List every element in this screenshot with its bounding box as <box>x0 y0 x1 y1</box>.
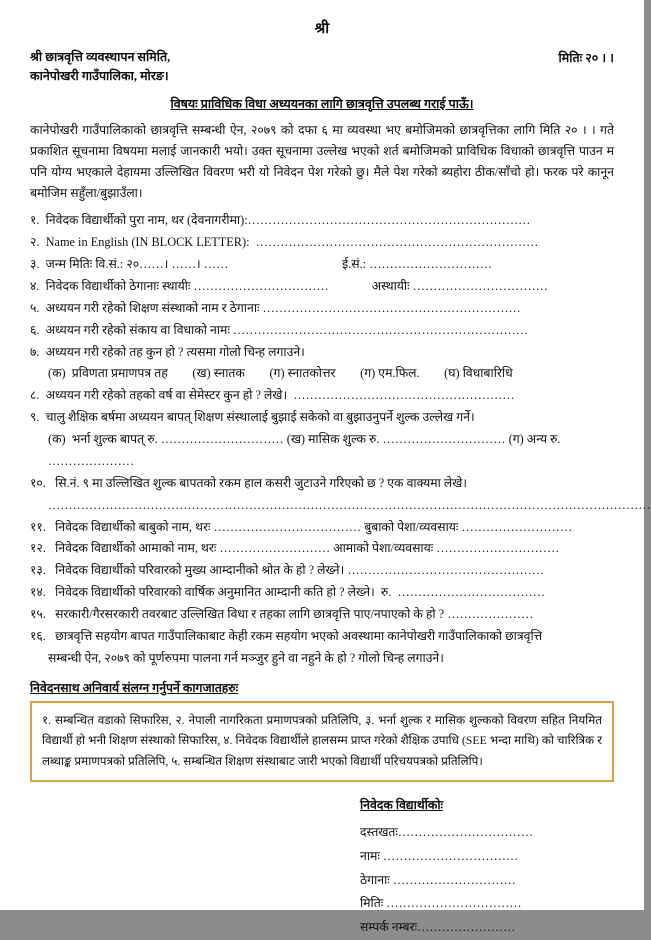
list-item[interactable]: ८. अध्ययन गरी रहेको तहको वर्ष वा सेमेस्टर कुन हो ? लेखे। ……………………………………………… <box>30 388 515 403</box>
list-item[interactable]: ६. अध्ययन गरी रहेको संकाय वा विधाको नामः ……………………………………………………………… <box>30 322 529 337</box>
list-item[interactable]: १२. निवेदक विद्यार्थीको आमाको नाम, थरः ……………………… आमाको पेशा/व्यवसायः ………………………… <box>30 541 560 556</box>
form-header <box>30 48 614 87</box>
signature-field[interactable]: दस्तखतः…………………………… <box>360 824 534 839</box>
list-item[interactable]: १. निवेदक विद्यार्थीको पुरा नाम, थर (देवनागरीमा):…………………………………………………………… <box>30 213 531 228</box>
addressee-line-2: कानेपोखरी गाउँपालिका, मोरङ। <box>30 69 169 84</box>
attachments-heading: निवेदनसाथ अनिवार्य संलग्न गर्नुपर्ने कागजातहरुः <box>30 680 239 695</box>
list-item[interactable]: १०. सि.नं. ९ मा उल्लिखित शुल्क बापतको रकम हाल कसरी जुटाउने गरिएको छ ? एक वाक्यमा लेखे। <box>30 475 467 490</box>
applicant-signature-block <box>360 794 614 940</box>
list-item-continuation: सम्बन्धी ऐन, २०७९ को पूर्णरुपमा पालना गर्न मञ्जुर हुने वा नहुने के हो ? गोलो चिन्ह लगाउने। <box>48 650 444 665</box>
attachments-box: १. सम्बन्धित वडाको सिफारिस, २. नेपाली नागरिकता प्रमाणपत्रको प्रतिलिपि, ३. भर्ना शुल्क र मासिक शुल्कको विवरण सहित नियमित विद्यार्थी हो भनी शिक्षण संस्थाको सिफारिस, ४. निवेदक विद्यार्थीले हालसम्म प्राप्त गरेको शैक्षिक उपाधि (SEE भन्दा माथि) को चारित्रिक र लब्धाङ्क प्रमाणपत्रको प्रतिलिपि, ५. सम्बन्धित शिक्षण संस्थाबाट जारी भएको विद्यार्थी परिचयपत्रको प्रतिलिपि। <box>30 701 614 782</box>
addressee-block <box>30 48 170 87</box>
list-item-blank-line[interactable]: ………………………………………………………………………………………………………………………………… <box>48 497 651 512</box>
list-item[interactable]: ४. निवेदक विद्यार्थीको ठेगानाः स्थायीः …………………………… अस्थायीः …………………………… <box>30 278 548 293</box>
address-field[interactable]: ठेगानाः ………………………… <box>360 872 516 887</box>
list-item[interactable]: ३. जन्म मितिः वि.सं.: २०……। ……। …… ई.सं.: ………………………… <box>30 257 493 272</box>
list-item-options[interactable]: (क) प्रविणता प्रमाणपत्र तह (ख) स्नातक (ग) स्नातकोत्तर (ग) एम.फिल. (घ) विधाबारिधि <box>48 366 513 381</box>
signature-heading: निवेदक विद्यार्थीकोः <box>360 797 444 812</box>
list-item[interactable]: ११. निवेदक विद्यार्थीको बाबुको नाम, थरः ……………………………… बुबाको पेशा/व्यवसायः ……………………… <box>30 519 573 534</box>
form-fields-list <box>30 210 651 669</box>
list-item[interactable]: १५. सरकारी/गैरसरकारी तवरबाट उल्लिखित विधा र तहका लागि छात्रवृत्ति पाए/नपाएको के हो ? ………………… <box>30 607 534 622</box>
list-item[interactable]: १६. छात्रवृत्ति सहयोग बापत गाउँपालिकाबाट केही रकम सहयोग भएको अवस्थामा कानेपोखरी गाउँपालिकाको छात्रवृत्ति <box>30 628 543 643</box>
list-item[interactable]: ५. अध्ययन गरी रहेको शिक्षण संस्थाको नाम र ठेगानाः ……………………………………………………… <box>30 300 521 315</box>
subject-line <box>30 95 614 112</box>
list-item[interactable]: ९. चालु शैक्षिक बर्षमा अध्ययन बापत् शिक्षण संस्थालाई बुझाई सकेको वा बुझाउनुपर्ने शुल्क उल्लेख गर्ने। <box>30 410 475 425</box>
contact-number-field[interactable]: सम्पर्क नम्बरः…………………… <box>360 920 516 935</box>
subject-text: विषयः प्राविधिक विधा अध्ययनका लागि छात्रवृत्ति उपलब्ध गराई पाऊँ। <box>170 96 474 111</box>
list-item-options[interactable]: (क) भर्ना शुल्क बापत् रु. ………………………… (ख) मासिक शुल्क रु. ………………………… (ग) अन्य रु. ………………… <box>48 432 564 468</box>
date-field[interactable]: मितिः २० । । <box>558 51 614 65</box>
date-field-signature[interactable]: मितिः …………………………… <box>360 896 522 911</box>
list-item[interactable]: १३. निवेदक विद्यार्थीको परिवारको मुख्य आम्दानीको श्रोत के हो ? लेख्ने। ………………………………………… <box>30 563 545 578</box>
list-item[interactable]: १४. निवेदक विद्यार्थीको परिवारको वार्षिक अनुमानित आम्दानी कति हो ? लेख्ने। रु. ……………………………… <box>30 585 546 600</box>
addressee-line-1: श्री छात्रवृत्ति व्यवस्थापन समिति, <box>30 50 171 64</box>
list-item[interactable]: २. Name in English (IN BLOCK LETTER): …………………………………………………………… <box>30 235 539 250</box>
list-item[interactable]: ७. अध्ययन गरी रहेको तह कुन हो ? त्यसमा गोलो चिन्ह लगाउने। <box>30 344 305 359</box>
body-paragraph: कानेपोखरी गाउँपालिकाको छात्रवृत्ति सम्बन्धी ऐन, २०७९ को दफा ६ मा व्यवस्था भए बमोजिमको छात्रवृत्तिका लागि मिति २० । । गते प्रकाशित सूचनामा विषयमा मलाई जानकारी भयो। उक्त सूचनामा उल्लेख भएको शर्त बमोजिमको प्राविधिक विधाको छात्रवृत्ति पाउन म पनि योग्य भएकाले देहायमा उल्लिखित विवरण भरी यो निवेदन पेश गरेको छु। मैले पेश गरेको ब्यहोरा ठीक/साँचो हो। फरक परे कानून बमोजिम सहुँला/बुझाउँला। <box>30 122 614 201</box>
invocation-heading: श्री <box>314 21 330 37</box>
name-field[interactable]: नामः …………………………… <box>360 848 519 863</box>
